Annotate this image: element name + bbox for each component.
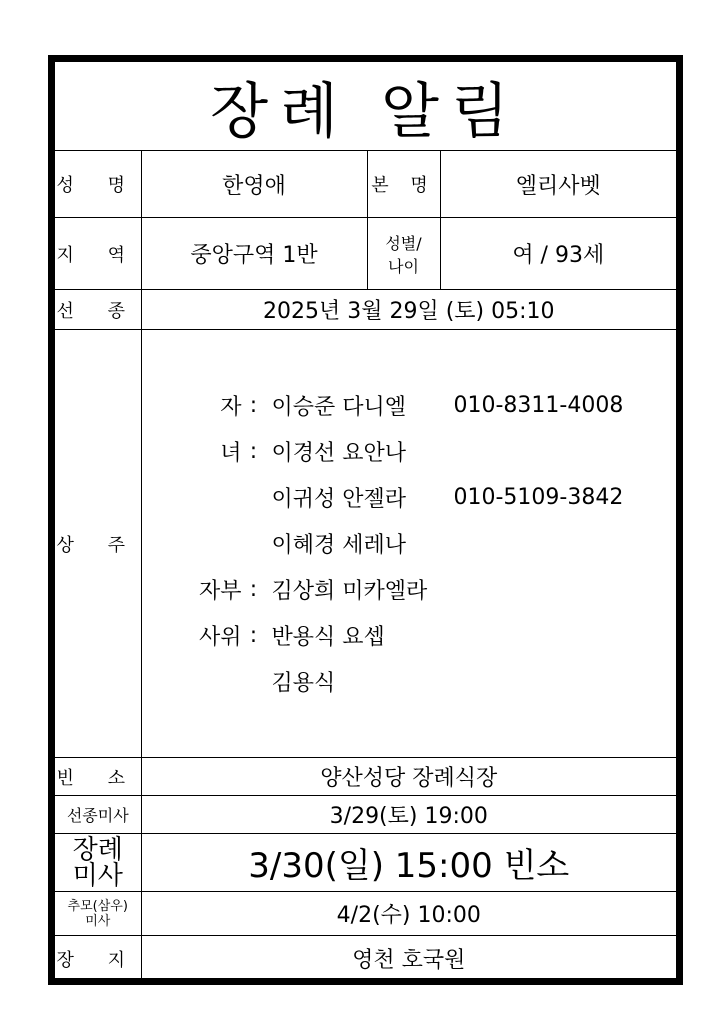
notice-title: 장례 알림	[55, 62, 676, 151]
mourner-phone: 010-8311-4008	[453, 393, 624, 418]
mourner-row	[170, 567, 677, 613]
mourner-row	[170, 659, 677, 705]
mourners-list	[170, 383, 677, 705]
death-mass-value: 3/29(토) 19:00	[141, 796, 676, 834]
mourner-name: 이승준 다니엘	[271, 395, 407, 420]
name-label: 성 명	[55, 151, 141, 218]
mourner-phone: 010-5109-3842	[453, 485, 624, 510]
mourner-name: 이경선 요안나	[271, 441, 407, 466]
mourners-label: 상 주	[55, 330, 141, 758]
death-label: 선 종	[55, 290, 141, 330]
baptismal-name-label: 본 명	[367, 151, 440, 218]
funeral-mass-label-line1: 장례	[72, 834, 123, 865]
wake-value: 양산성당 장례식장	[141, 758, 676, 796]
mourners-cell	[141, 330, 676, 758]
funeral-mass-label	[55, 834, 141, 892]
mourner-colon: :	[249, 577, 258, 602]
funeral-notice-table	[55, 62, 676, 982]
mourner-name: 반용식 요셉	[271, 625, 385, 650]
funeral-mass-value: 3/30(일) 15:00 빈소	[141, 834, 676, 892]
mourner-role: 자	[220, 395, 242, 420]
gender-age-label-line1: 성별/	[385, 233, 422, 253]
gender-age-label-line2: 나이	[388, 256, 419, 276]
memorial-mass-label	[55, 892, 141, 936]
mourner-colon: :	[249, 439, 258, 464]
mourner-name: 김용식	[271, 671, 336, 696]
burial-label: 장 지	[55, 936, 141, 982]
name-value: 한영애	[141, 151, 367, 218]
mourner-name: 이혜경 세레나	[271, 533, 407, 558]
mourner-role: 자부	[198, 579, 242, 604]
mourner-row	[170, 383, 677, 429]
memorial-mass-label-line2: 미사	[85, 913, 111, 929]
memorial-mass-label-line1: 추모(삼우)	[67, 898, 128, 914]
notice-frame	[48, 55, 683, 985]
mourner-row	[170, 521, 677, 567]
mourner-role: 사위	[198, 625, 242, 650]
mourner-row	[170, 613, 677, 659]
memorial-mass-value: 4/2(수) 10:00	[141, 892, 676, 936]
death-mass-label: 선종미사	[55, 796, 141, 834]
mourner-name: 이귀성 안젤라	[271, 487, 407, 512]
mourner-colon: :	[249, 623, 258, 648]
death-value: 2025년 3월 29일 (토) 05:10	[141, 290, 676, 330]
funeral-mass-label-line2: 미사	[72, 860, 123, 891]
mourner-colon: :	[249, 393, 258, 418]
mourner-row	[170, 429, 677, 475]
gender-age-value: 여 / 93세	[440, 218, 676, 290]
gender-age-label	[367, 218, 440, 290]
region-label: 지 역	[55, 218, 141, 290]
region-value: 중앙구역 1반	[141, 218, 367, 290]
baptismal-name-value: 엘리사벳	[440, 151, 676, 218]
wake-label: 빈 소	[55, 758, 141, 796]
burial-value: 영천 호국원	[141, 936, 676, 982]
mourner-name: 김상희 미카엘라	[271, 579, 428, 604]
mourner-row	[170, 475, 677, 521]
mourner-role: 녀	[220, 441, 242, 466]
